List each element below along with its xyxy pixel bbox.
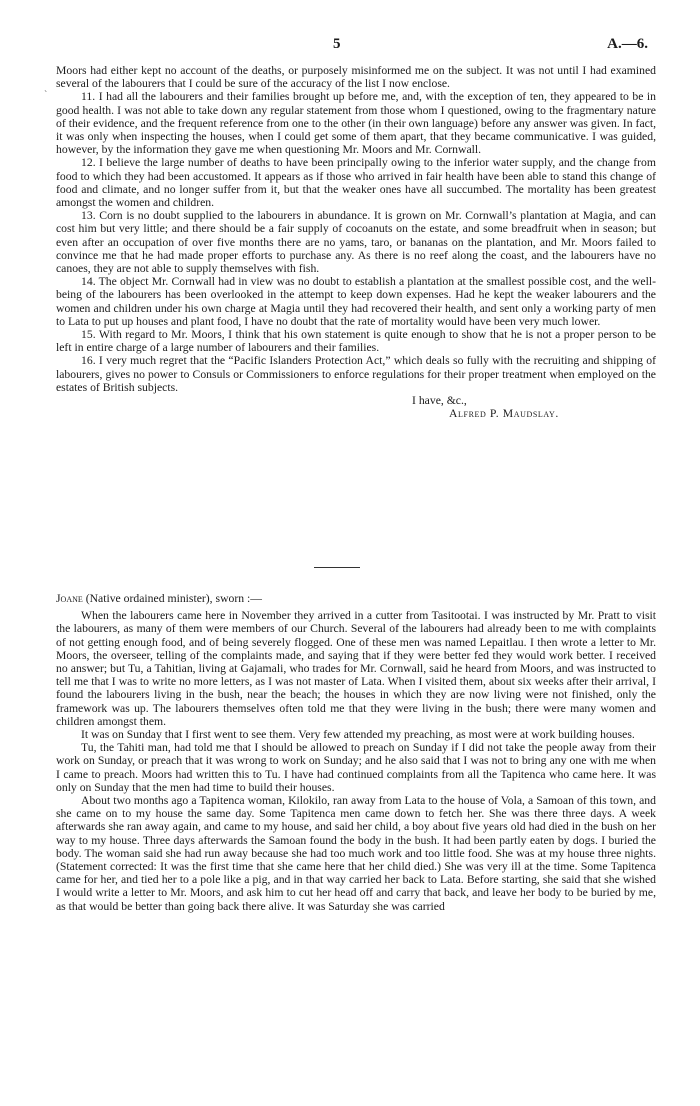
paragraph-15: 15. With regard to Mr. Moors, I think that his own statement is quite enough to show that he is not a proper person to be left in entire charge of a large number of labourers and their families. <box>56 328 656 355</box>
paragraph: Moors had either kept no account of the deaths, or purposely misinformed me on the subject. It was not until I had examined several of the labourers that I could be sure of the accuracy of the list I now enclose. <box>56 64 656 91</box>
statement-paragraph: About two months ago a Tapitenca woman, Kilokilo, ran away from Lata to the house of Vola, a Samoan of this town, and she came on to my house the same day. Some Tapitenca men came down to fetch her. She was there three days. A week afterwards she ran away again, and came to my house, and said her child, a boy about five years old had died in the bush on her way to my house. Three days afterwards the Samoan found the body in the bush. It had been partly eaten by dogs. I buried the body. The woman said she had run away because she had too much work and too little food. She was at my house three nights. (Statement corrected: It was the first time that she came here that her child died.) She was very ill at the time. Some Tapitenca came for her, and tied her to a pole like a pig, and in that way carried her back to Lata. Before starting, she said that she wished I would write a letter to Mr. Moors, and ask him to cut her head off and carry that back, and leave her body to be buried by me, as that would be better than going back there alive. It was Saturday she was carried <box>56 794 656 913</box>
statement-paragraph: When the labourers came here in November they arrived in a cutter from Tasitootai. I was instructed by Mr. Pratt to visit the labourers, as many of them were members of our Church. Several of the labourers had already been to me with complaints of not getting enough food, and of being severely flogged. One of these men was named Lepaitlau. I then wrote a letter to Mr. Moors, the overseer, telling of the complaints made, and saying that if they were better fed they would work better. I received no answer; but Tu, a Tahitian, living at Gajamali, who trades for Mr. Cornwall, said he heard from Moors, and was instructed to tell me that I was to write no more letters, as I was not master of Lata. When I visited them, about six weeks after their arrival, I found the labourers living in the bush, near the beach; the houses in which they are now living were not finished, only the framework was up. The labourers themselves often told me that they were living in the bush; there were many women and children amongst them. <box>56 609 656 728</box>
section-divider <box>314 567 360 568</box>
statement-paragraph: It was on Sunday that I first went to see them. Very few attended my preaching, as most were at work building houses. <box>81 728 635 742</box>
signatory-name: Alfred P. Maudslay. <box>449 407 559 421</box>
paragraph-13: 13. Corn is no doubt supplied to the labourers in abundance. It is grown on Mr. Cornwall’s plantation at Magia, and can cost him but very little; and there should be a fair supply of cocoanuts on the estate, and some breadfruit when in season; but even after an occupation of over five months there are no yams, taro, or bananas on the plantation, and Mr. Moors failed to convince me that he had made proper efforts to purchase any. As there is no reef along the coast, and the labourers have no canoes, they are not able to supply themselves with fish. <box>56 209 656 276</box>
paragraph-12: 12. I believe the large number of deaths to have been principally owing to the inferior water supply, and the change from food to which they had been accustomed. It appears as if those who arrived in fair health have been able to stand this change of food and climate, and no longer suffer from it, but that the weaker ones have all succumbed. The mortality has been greatest amongst the women and children. <box>56 156 656 210</box>
witness-name: Joane <box>56 592 83 605</box>
witness-heading <box>56 592 656 605</box>
witness-intro: (Native ordained minister), sworn :— <box>82 592 262 605</box>
paragraph-14: 14. The object Mr. Cornwall had in view was no doubt to establish a plantation at the smallest possible cost, and the well-being of the labourers has been overlooked in the attempt to keep down expenses. Had he kept the weaker labourers and the women and children under his own charge at Magia until they had recovered their health, and sent only a working party of men to Lata to put up houses and plant food, I have no doubt that the rate of mortality would have been very much lower. <box>56 275 656 328</box>
page-header <box>0 36 700 56</box>
page-number: 5 <box>333 36 341 52</box>
paragraph-16: 16. I very much regret that the “Pacific Islanders Protection Act,” which deals so fully with the recruiting and shipping of labourers, gives no power to Consuls or Commissioners to enforce regulations for their proper treatment when employed on the estates of British subjects. <box>56 354 656 394</box>
statement-paragraph: Tu, the Tahiti man, had told me that I should be allowed to preach on Sunday if I did not take the people away from their work on Sunday, or preach that it was wrong to work on Sunday; and he also said that I was not to bring any one with me when I came to preach. Moors had written this to Tu. I have had continued complaints from all the Tapitenca who came here. It was only on Sunday that the men had time to build their houses. <box>56 741 656 794</box>
margin-mark: ` <box>44 90 48 101</box>
closing-salutation: I have, &c., <box>412 394 467 408</box>
report-conclusion <box>56 64 656 420</box>
paragraph-11: 11. I had all the labourers and their families brought up before me, and, with the exception of ten, they appeared to be in good health. I was not able to take down any regular statement from those whom I questioned, owing to the fragmentary nature of their evidence, and the frequent reference from one to the other (in their own language) before any answer was given. In fact, it was only when inspecting the houses, when I could get some of them apart, that they became communicative. I was guided, however, by the information they gave me when questioning Mr. Moors and Mr. Cornwall. <box>56 90 656 157</box>
witness-statement <box>56 592 656 913</box>
document-reference: A.—6. <box>607 36 648 52</box>
